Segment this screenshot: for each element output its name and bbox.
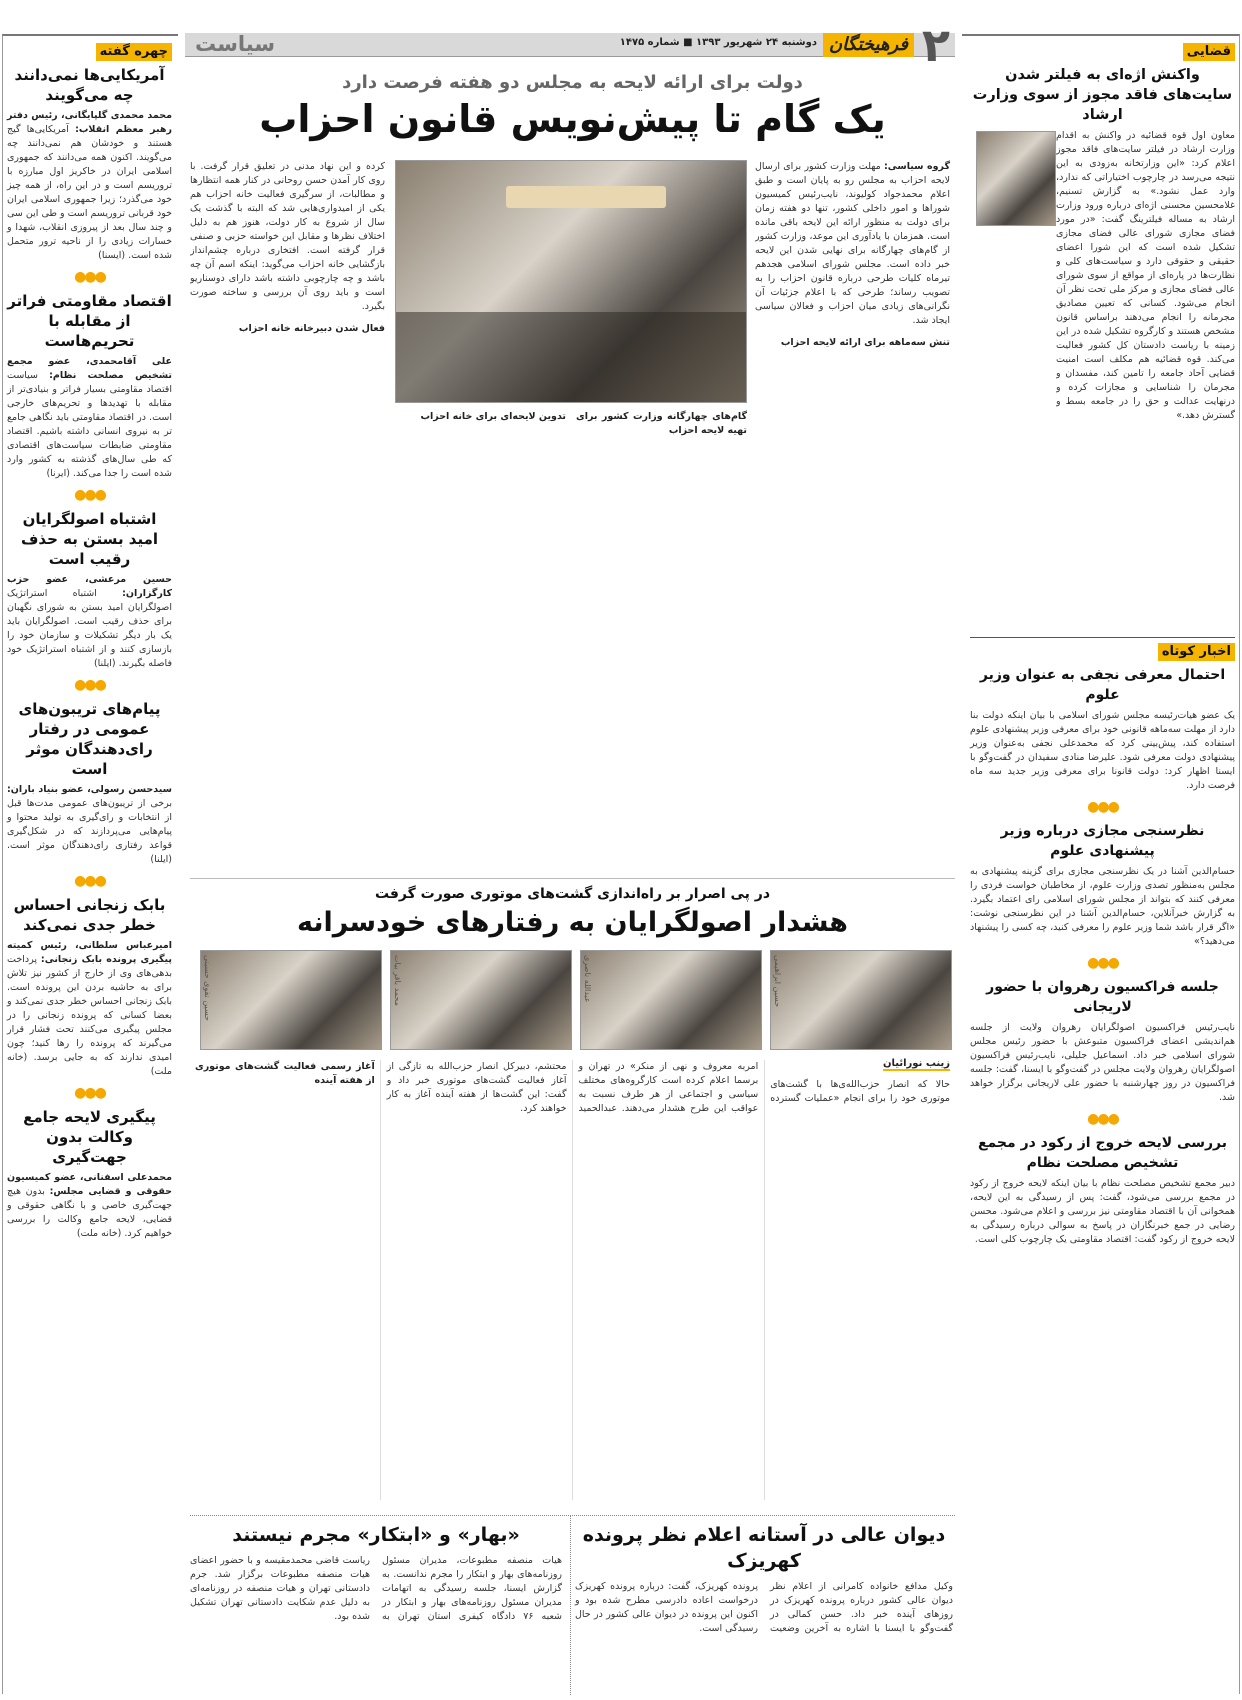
quote-item: پیگیری لایحه جامع وکالت بدون جهت‌گیری محمدعلی اسفنانی، عضو کمیسیون حقوقی و قضایی مجلس: بدون هیچ جهت‌گیری خاصی و با نگاهی حقوقی و قضایی، لایحه جامع وکالت را بررسی خواهیم کرد. (خانه ملت): [7, 1108, 172, 1239]
second-byline: زینب نورائیان: [883, 1058, 950, 1069]
subhead: گام‌های چهارگانه وزارت کشور برای تهیه لایحه احزاب: [576, 411, 747, 436]
second-story-text: حالا که انصار حزب‌الله‌ی‌ها با گشت‌های موتوری خود را برای انجام «عملیات گسترده امربه معروف و نهی از منکر» در تهران و برسما اعلام کرده است کارگروه‌های مختلف سیاسی و اجتماعی از هر طرف نسبت به عواقب این طرح هشدار می‌دهند. عبدالحمید محتشم، دبیرکل انصار حزب‌الله به تازگی از آغاز فعالیت گشت‌های موتوری خبر داد و گفت: این گشت‌ها از هفته آینده آغاز به کار خواهند کرد. آغاز رسمی فعالیت گشت‌های موتوری از هفته آینده: [195, 1061, 950, 1114]
subhead: تنش سه‌ماهه برای ارائه لایحه احزاب: [780, 337, 950, 348]
main-text-under-photo: [395, 410, 747, 870]
second-headline: هشدار اصولگرایان به رفتارهای خودسرانه: [296, 907, 849, 938]
separator-dots-icon: ●●●: [1087, 955, 1118, 971]
second-supertitle: در پی اصرار بر راه‌اندازی گشت‌های موتوری صورت گرفت: [374, 886, 771, 902]
divider-vertical: [570, 1515, 571, 1695]
separator-dots-icon: ●●●: [74, 487, 105, 503]
section-title: سیاست: [195, 32, 275, 56]
portrait-photo: عبدالله ناصری: [580, 950, 762, 1050]
right-column: قضایی واکنش اژه‌ای به فیلتر شدن سایت‌های فاقد مجوز از سوی وزارت ارشاد معاون اول قوه قضائیه در واکنش به اقدام وزارت ارشاد در فیلتر سایت‌های فاقد مجوز اعلام کرد: «این وزارتخانه به‌زودی به این نتیجه می‌رسد در چارچوب اختیاراتی که ندارد، وارد عمل نشود.» به گزارش تسنیم، غلامحسین محسنی اژه‌ای درباره ورود وزارت ارشاد به مساله فیلترینگ گفت: «در مورد فضای مجازی شورای عالی فضای مجازی تشکیل شده است که این شورا اعضای حقیقی و حقوقی دارد و سیاست‌های کلی و نظارت‌ها در پاره‌ای از مواقع از سوی شورای عالی فضای مجازی و مرکز ملی تحت نظر آن انجام می‌شود. کسانی که تعیین مصادیق مجرمانه را انجام می‌دهند براساس قانون مشخص هستند و کارگروه تشکیل شده در این زمینه با ریاست دادستان کل کشور فعالیت می‌کند. قوه قضائیه هم مکلف است امنیت قضایی آحاد جامعه را تامین کند، مفسدان و مجرمان را شناسایی و مجازات کرده و درنهایت عدالت و حق را در جامعه بسط و گسترش دهد.» اخبار کوتاه احتمال معرفی نجفی به عنوان وزیر علوم یک عضو هیات‌رئیسه مجلس شورای اسلامی با بیان اینکه دولت بنا دارد از مهلت سه‌ماهه قانونی خود برای معرفی وزیر پیشنهادی علوم استفاده کند، پیش‌بینی کرد که محمدعلی نجفی به‌عنوان وزیر پیشنهادی دولت معرفی شود. علیرضا منادی سفیدان در گفت‌وگو با ایسنا اظهار کرد: دولت قانونا برای معرفی وزیر جدید سه ماه فرصت دارد. ●●● نظرسنجی مجازی درباره وزیر پیشنهادی علوم حسام‌الدین آشنا در یک نظرسنجی مجازی برای گزینه پیشنهادی به مجلس به‌منظور تصدی وزارت علوم، از مخاطبان خواست فردی را معرفی کنند که بتواند از مجلس شورای اسلامی رای اعتماد بگیرد. به گزارش خبرآنلاین، حسام‌الدین آشنا در این نظرسنجی نوشت: «اگر قرار باشد شما وزیر علوم را معرفی کنید، چه کسی را پیشنهاد می‌دهید؟» ●●● جلسه فراکسیون رهروان با حضور لاریجانی نایب‌رئیس فراکسیون اصولگرایان رهروان ولایت از جلسه هم‌اندیشی اعضای فراکسیون متبوعش با حضور رئیس مجلس شورای اسلامی خبر داد. اسماعیل جلیلی، نایب‌رئیس فراکسیون اصولگرایان رهروان ولایت مجلس در گفت‌وگو با ایسنا، گفت: جلسه فراکسیون در روز چهارشنبه با حضور علی لاریجانی برگزار خواهد شد. ●●● بررسی لایحه خروج از رکود در مجمع تشخیص مصلحت نظام دبیر مجمع تشخیص مصلحت نظام با بیان اینکه لایحه خروج از رکود در مجمع بررسی می‌شود، گفت: پس از رسیدگی به این لایحه، همخوانی آن با اقتصاد مقاومتی نیز بررسی و اعلام می‌شود. محسن رضایی در جمع خبرنگاران در پاسخ به سوالی درباره رسیدگی به لایحه خروج از رکود گفت: اقتصاد مقاومتی یک چارچوب کلی است.: [962, 34, 1240, 1694]
quote-item: اقتصاد مقاومتی فراتر از مقابله با تحریم‌هاست علی آقامحمدی، عضو مجمع تشخیص مصلحت نظام: سیاست اقتصاد مقاومتی بسیار فراتر و بنیادی‌تر از مقابله با تهدیدها و تحریم‌های خارجی است. در اقتصاد مقاومتی باید نگاهی جامع تر به نیروی انسانی داشته باشیم. اقتصاد مقاومتی ضابطات سیاست‌های اقتصادی که طی سال‌های گذشته به کشور وارد شده است را جدا می‌کند. (ایرنا): [7, 292, 172, 479]
separator-dots-icon: ●●●: [74, 677, 105, 693]
news-item: بررسی لایحه خروج از رکود در مجمع تشخیص مصلحت نظام دبیر مجمع تشخیص مصلحت نظام با بیان اینکه لایحه خروج از رکود در مجمع بررسی می‌شود، گفت: پس از رسیدگی به این لایحه، همخوانی آن با اقتصاد مقاومتی نیز بررسی و اعلام می‌شود. محسن رضایی در جمع خبرنگاران در پاسخ به سوالی درباره رسیدگی به لایحه خروج از رکود گفت: اقتصاد مقاومتی یک چارچوب کلی است.: [970, 1135, 1235, 1245]
separator-dots-icon: ●●●: [1087, 799, 1118, 815]
subhead: تدوین لایحه‌ای برای خانه احزاب: [420, 411, 566, 422]
main-headline: یک گام تا پیش‌نویس قانون احزاب: [259, 97, 886, 141]
subhead: فعال شدن دبیرخانه خانه احزاب: [238, 323, 385, 334]
separator-dots-icon: ●●●: [74, 1085, 105, 1101]
subhead: آغاز رسمی فعالیت گشت‌های موتوری از هفته آینده: [195, 1061, 375, 1086]
main-supertitle: دولت برای ارائه لایحه به مجلس دو هفته فرصت دارد: [342, 72, 803, 93]
quote-item: آمریکایی‌ها نمی‌دانند چه می‌گویند محمد محمدی گلپایگانی، رئیس دفتر رهبر معظم انقلاب: آمریکایی‌ها گیج هستند و خودشان هم نمی‌دانند چه می‌گویند. اکنون همه می‌دانند که جمهوری اسلامی ایران در خاکریز اول مبارزه با تروریسم است و در این راه، از همه چیز خود می‌گذرد؛ زیرا جمهوری اسلامی ایران خود قربانی تروریسم است و طی این سی و چند سال بعد از پیروزی انقلاب، شهدا و خسارات زیادی را از ناحیه ترور متحمل شده است. (ایسنا): [7, 66, 172, 261]
logo: فرهیختگان: [823, 33, 914, 57]
main-photo: [395, 160, 747, 403]
main-text-left: کرده و این نهاد مدنی در تعلیق قرار گرفت. با روی کار آمدن حسن روحانی در کنار همه انتظارها و مطالبات، از سرگیری فعالیت خانه احزاب هم یکی از امیدواری‌هایی شد که البته با گذشت یک سال از شروع به کار دولت، هنوز هم به دلیل اختلاف نظرها و مقابل این خواسته حزبی و صنفی قرار گرفته است. افتخاری درباره چشم‌انداز بازگشایی خانه احزاب می‌گوید: اینکه اسم آن چه باشد و چه چارچوبی داشته باشد دارای دوسناریو است و باید روی آن بررسی و ساخته صورت بگیرد. فعال شدن دبیرخانه خانه احزاب: [190, 161, 385, 334]
bottom-story-bahar: «بهار» و «ابتکار» مجرم نیستند هیات منصفه مطبوعات، مدیران مسئول روزنامه‌های بهار و ابتکار را مجرم ندانست. به گزارش ایسنا، جلسه رسیدگی به اتهامات مدیران مسئول روزنامه‌های بهار و ابتکار در شعبه ۷۶ دادگاه کیفری استان تهران به ریاست قاضی محمدمقیسه و با حضور اعضای هیات منصفه مطبوعات برگزار شد. جرم دادستانی تهران و هیات منصفه در روزنامه‌ای به دلیل عدم شکایت دادستانی تهران تشکیل شده بود.: [190, 1524, 562, 1622]
section-kicker: قضایی: [1183, 43, 1235, 61]
news-item: احتمال معرفی نجفی به عنوان وزیر علوم یک عضو هیات‌رئیسه مجلس شورای اسلامی با بیان اینکه دولت بنا دارد از مهلت سه‌ماهه قانونی خود برای معرفی وزیر پیشنهادی علوم استفاده کند، پیش‌بینی کرد که محمدعلی نجفی به‌عنوان وزیر پیشنهادی دولت معرفی شود. علیرضا منادی سفیدان در گفت‌وگو با ایسنا اظهار کرد: دولت قانونا برای معرفی وزیر جدید سه ماه فرصت دارد.: [970, 667, 1235, 791]
separator-dots-icon: ●●●: [1087, 1111, 1118, 1127]
news-item: نظرسنجی مجازی درباره وزیر پیشنهادی علوم حسام‌الدین آشنا در یک نظرسنجی مجازی برای گزینه پیشنهادی به مجلس به‌منظور تصدی وزارت علوم، از مخاطبان خواست فردی را معرفی کنند که بتواند از مجلس شورای اسلامی رای اعتماد بگیرد. به گزارش خبرآنلاین، حسام‌الدین آشنا در این نظرسنجی نوشت: «اگر قرار باشد شما وزیر علوم را معرفی کنید، چه کسی را پیشنهاد می‌دهید؟»: [970, 823, 1235, 947]
portrait-photo: حسین نقوی حسینی: [200, 950, 382, 1050]
separator-dots-icon: ●●●: [74, 269, 105, 285]
news-item: جلسه فراکسیون رهروان با حضور لاریجانی نایب‌رئیس فراکسیون اصولگرایان رهروان ولایت از جلسه هم‌اندیشی اعضای فراکسیون متبوعش با حضور رئیس مجلس شورای اسلامی خبر داد. اسماعیل جلیلی، نایب‌رئیس فراکسیون اصولگرایان رهروان ولایت مجلس در گفت‌وگو با ایسنا، گفت: جلسه فراکسیون در روز چهارشنبه با حضور علی لاریجانی برگزار خواهد شد.: [970, 979, 1235, 1103]
quote-item: بابک زنجانی احساس خطر جدی نمی‌کند امیرعباس سلطانی، رئیس کمیته پیگیری پرونده بابک زنجانی: پرداخت بدهی‌های وی از خارج از کشور نیز تلاش برای به حاشیه بردن این پرونده است. بابک زنجانی احساس خطر جدی نمی‌کند و بعضا کسانی که پرونده زنجانی را در مجلس پیگیری می‌کنند تحت فشار قرار می‌گیرند که پرونده را رها کنید؛ چون امیدی ندارند که به جایی برسد. (خانه ملت): [7, 896, 172, 1077]
quote-item: پیام‌های تریبون‌های عمومی در رفتار رای‌دهندگان موثر است سیدحسن رسولی، عضو بنیاد باران: برخی از تریبون‌های عمومی مدت‌ها قبل از انتخابات و رای‌گیری به تولید محتوا و پیام‌هایی می‌پردازند که در شکل‌گیری قواعد رفتاری رای‌دهندگان موثر است. (ایلنا): [7, 700, 172, 865]
portrait-photo: حسین ابراهیمی: [770, 950, 952, 1050]
issue-date: دوشنبه ۲۴ شهریور ۱۳۹۳ ■ شماره ۱۴۷۵: [619, 37, 817, 48]
portrait-photo: [976, 131, 1056, 226]
section-kicker: اخبار کوتاه: [1158, 643, 1235, 661]
portrait-photo: محمد باقر بیات: [390, 950, 572, 1050]
left-column: [2, 34, 178, 1694]
divider: [190, 1515, 955, 1516]
divider: [190, 878, 955, 879]
separator-dots-icon: ●●●: [74, 873, 105, 889]
main-text-right: گروه سیاسی: مهلت وزارت کشور برای ارسال لایحه احزاب به مجلس رو به پایان است و طبق اعلام محمدجواد کولیوند، نایب‌رئیس کمیسیون شوراها و امور داخلی کشور، تنها دو هفته زمان برای دولت به منظور ارائه این لایحه باقی مانده است. همزمان با یادآوری این موعد، وزارت کشور از گام‌های چهارگانه برای نهایی شدن این لایحه خبر داده است. مجلس شورای اسلامی هجدهم تیرماه کلیات طرحی درباره قانون احزاب را به تصویب رساند؛ طرحی که با اعلام جزئیات آن نگرانی‌های زیادی میان احزاب و فعالان سیاسی ایجاد شد. تنش سه‌ماهه برای ارائه لایحه احزاب: [755, 161, 950, 348]
page-number: ۲: [921, 18, 950, 72]
quote-item: اشتباه اصولگرایان امید بستن به حذف رقیب است حسین مرعشی، عضو حزب کارگزاران: اشتباه استراتژیک اصولگرایان امید بستن به شورای نگهبان برای حذف رقیب است. اصولگرایان باید یک بار دیگر تشکیلات و سازمان خود را بازسازی کنند و از اشتباه استراتژیک خود فاصله بگیرند. (ایلنا): [7, 510, 172, 669]
bottom-story-kahrizak: دیوان عالی در آستانه اعلام نظر پرونده کهریزک وکیل مدافع خانواده کامرانی از اعلام نظر دیوان عالی کشور درباره پرونده کهریزک در روزهای آینده خبر داد. حسن کمالی در گفت‌وگو با ایسنا با اشاره به آخرین وضعیت پرونده کهریزک، گفت: درباره پرونده کهریزک درخواست اعاده دادرسی مطرح شده بود و اکنون این پرونده در دیوان عالی کشور در حال رسیدگی است.: [575, 1524, 953, 1634]
section-kicker: چهره گفته: [96, 43, 172, 61]
story-headline: واکنش اژه‌ای به فیلتر شدن سایت‌های فاقد مجوز از سوی وزارت ارشاد: [972, 67, 1233, 123]
